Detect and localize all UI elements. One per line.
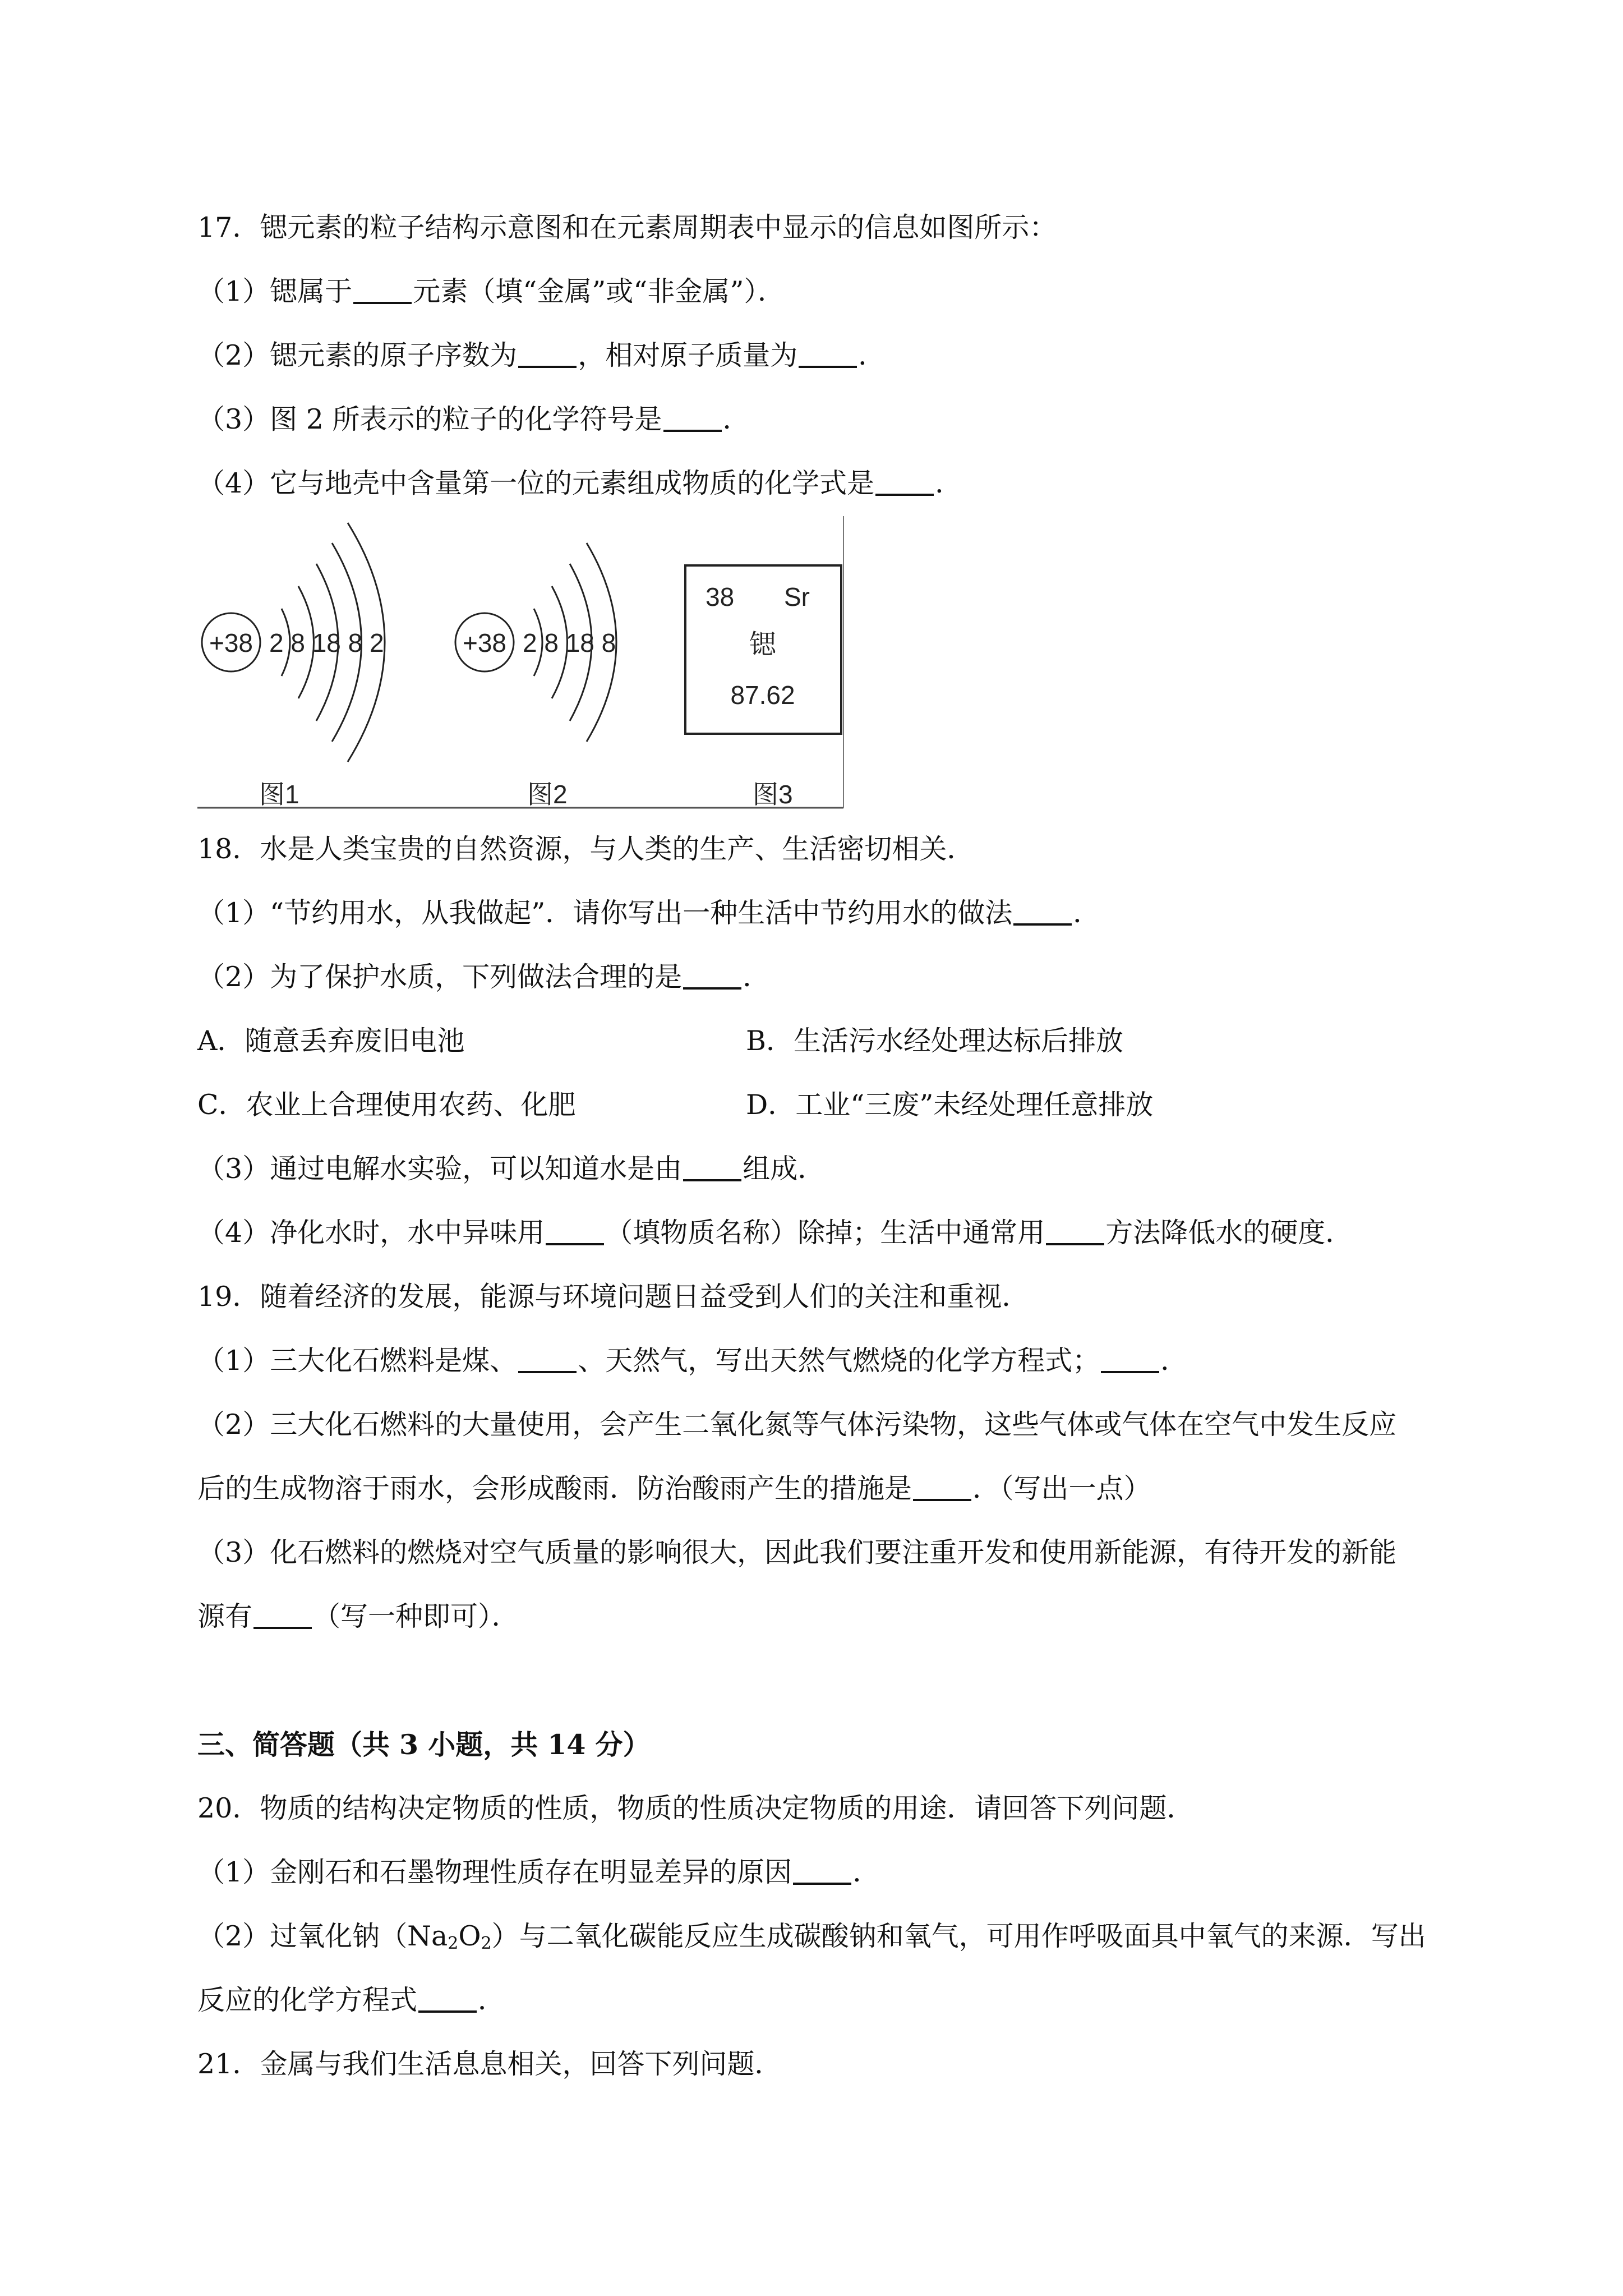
q19-part3-line2: 源有 （写一种即可）． bbox=[197, 1600, 519, 1632]
electron-counts: 2 8 18 8 bbox=[523, 628, 616, 657]
atomic-mass: 87.62 bbox=[730, 680, 795, 710]
element-name: 锶 bbox=[749, 629, 777, 660]
answer-blank[interactable] bbox=[1101, 1345, 1159, 1373]
element-symbol: Sr bbox=[784, 582, 810, 611]
periodic-table-cell bbox=[685, 565, 841, 809]
answer-blank[interactable] bbox=[353, 276, 412, 304]
q19-part1: （1）三大化石燃料是煤、 、天然气，写出天然气燃烧的化学方程式； ． bbox=[197, 1345, 1188, 1377]
q20-part1: （1）金刚石和石墨物理性质存在明显差异的原因 ． bbox=[197, 1856, 880, 1888]
nucleus-charge: +38 bbox=[462, 628, 507, 657]
q18-part1: （1）“节约用水，从我做起”．请你写出一种生活中节约用水的做法 ． bbox=[197, 897, 1101, 929]
answer-blank[interactable] bbox=[546, 1217, 604, 1245]
answer-blank[interactable] bbox=[793, 1857, 851, 1885]
q17-part4: （4）它与地壳中含量第一位的元素组成物质的化学式是 ． bbox=[197, 467, 963, 499]
q20-stem: 20．物质的结构决定物质的性质，物质的性质决定物质的用途．请回答下列问题． bbox=[197, 1792, 1195, 1824]
q21-stem: 21．金属与我们生活息息相关，回答下列问题． bbox=[197, 2048, 782, 2080]
q19-part2-line1: （2）三大化石燃料的大量使用，会产生二氧化氮等气体污染物，这些气体或气体在空气中发生反应 bbox=[197, 1409, 1397, 1441]
answer-blank[interactable] bbox=[683, 1153, 741, 1181]
strontium-figure-svg bbox=[197, 516, 848, 813]
atomic-number: 38 bbox=[706, 582, 735, 611]
q18-part4: （4）净化水时，水中异味用 （填物质名称）除掉；生活中通常用 方法降低水的硬度． bbox=[197, 1217, 1353, 1249]
electron-counts: 2 8 18 8 2 bbox=[269, 628, 384, 657]
figure-1-caption: 图1 bbox=[259, 780, 299, 809]
ion-diagram bbox=[455, 543, 616, 809]
strontium-figure bbox=[197, 516, 848, 813]
q20-part2-line2: 反应的化学方程式 ． bbox=[197, 1984, 506, 2016]
atom-diagram bbox=[202, 523, 385, 809]
figure-2-caption: 图2 bbox=[527, 780, 568, 809]
q18-option-c[interactable]: C．农业上合理使用农药、化肥 bbox=[197, 1089, 576, 1121]
answer-blank[interactable] bbox=[418, 1985, 477, 2013]
nucleus-charge: +38 bbox=[209, 628, 253, 657]
answer-blank[interactable] bbox=[1046, 1217, 1104, 1245]
answer-blank[interactable] bbox=[683, 961, 741, 990]
q18-option-a[interactable]: A．随意丢弃废旧电池 bbox=[197, 1025, 465, 1057]
answer-blank[interactable] bbox=[663, 404, 722, 432]
q17-part2: （2）锶元素的原子序数为 ，相对原子质量为 ． bbox=[197, 339, 886, 371]
q17-part1: （1）锶属于 元素（填“金属”或“非金属”）． bbox=[197, 275, 785, 307]
answer-blank[interactable] bbox=[875, 468, 934, 496]
answer-blank[interactable] bbox=[913, 1473, 971, 1501]
answer-blank[interactable] bbox=[799, 340, 857, 368]
q19-part2-line2: 后的生成物溶于雨水，会形成酸雨．防治酸雨产生的措施是 ．（写出一点） bbox=[197, 1473, 1151, 1504]
q17-part3: （3）图 2 所表示的粒子的化学符号是 ． bbox=[197, 403, 750, 435]
q18-option-d[interactable]: D．工业“三废”未经处理任意排放 bbox=[746, 1089, 1154, 1121]
q20-part2-line1: （2）过氧化钠$(Na_2O_2)$与二氧化碳能反应生成碳酸钠和氧气，可用作呼吸面具中氧气的来源．写出 bbox=[197, 1920, 1426, 1953]
q18-part3: （3）通过电解水实验，可以知道水是由 组成． bbox=[197, 1153, 826, 1185]
answer-blank[interactable] bbox=[518, 340, 577, 368]
answer-blank[interactable] bbox=[518, 1345, 577, 1373]
q19-stem: 19．随着经济的发展，能源与环境问题日益受到人们的关注和重视． bbox=[197, 1281, 1030, 1313]
q17-stem: 17．锶元素的粒子结构示意图和在元素周期表中显示的信息如图所示： bbox=[197, 211, 1057, 243]
answer-blank[interactable] bbox=[253, 1601, 312, 1629]
q18-stem: 18．水是人类宝贵的自然资源，与人类的生产、生活密切相关． bbox=[197, 833, 975, 865]
section-heading: 三、简答题（共 3 小题，共 14 分） bbox=[197, 1728, 651, 1761]
answer-blank[interactable] bbox=[1013, 898, 1072, 926]
q19-part3-line1: （3）化石燃料的燃烧对空气质量的影响很大，因此我们要注重开发和使用新能源，有待开发的新能 bbox=[197, 1536, 1397, 1568]
q18-option-b[interactable]: B．生活污水经处理达标后排放 bbox=[746, 1025, 1124, 1057]
figure-3-caption: 图3 bbox=[753, 780, 793, 809]
q18-part2: （2）为了保护水质，下列做法合理的是 ． bbox=[197, 961, 771, 993]
